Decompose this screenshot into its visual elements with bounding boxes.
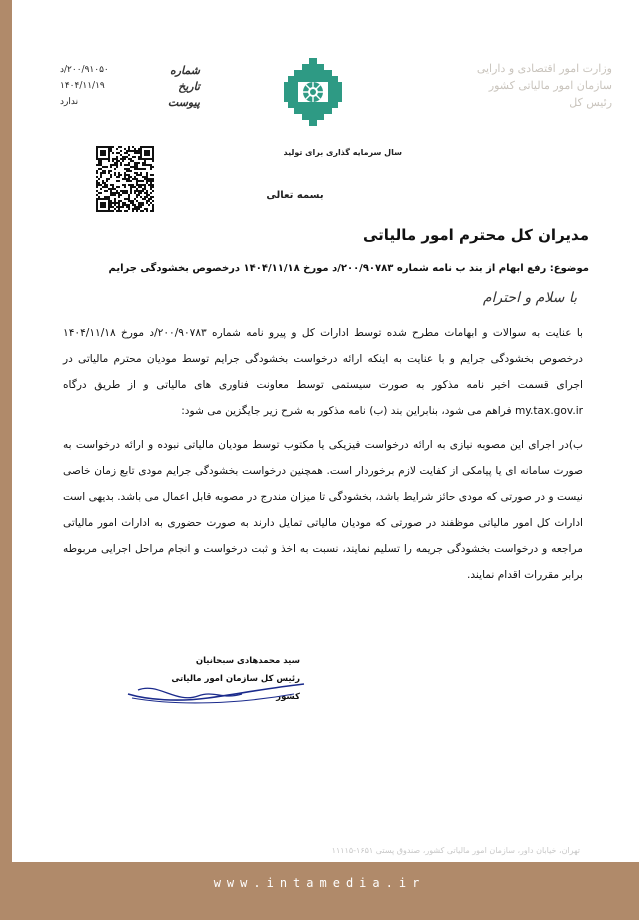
ministry-line-1: وزارت امور اقتصادی و دارایی xyxy=(476,62,612,75)
greeting: با سلام و احترام xyxy=(482,290,577,306)
footer-address: تهران، خیابان داور، سازمان امور مالیاتی کشور، صندوق پستی ۱۶۵۱-۱۱۱۱۵ xyxy=(331,846,580,855)
basmala: بسمه تعالی xyxy=(266,190,324,201)
signer-title: رئیس کل سازمان امور مالیاتی کشور xyxy=(171,674,300,702)
letter-date-label: تاریخ xyxy=(178,79,200,93)
year-slogan: سال سرمایه گذاری برای تولید xyxy=(283,148,402,157)
letter-attachment: ندارد xyxy=(60,97,79,107)
tax-organization-emblem-icon xyxy=(284,58,342,126)
letter-attachment-row xyxy=(60,94,200,110)
body-paragraph-1: با عنایت به سوالات و ابهامات مطرح شده توسط ادارات کل و پیرو نامه شماره ۲۰۰/۹۰۷۸۳/د مورخ ۱۴۰۴/۱۱/۱۸ درخصوص بخشودگی جرایم و با عنایت به اینکه ارائه درخواست بخشودگی جرایم توسط مودیان محترم مالیاتی در اجرای قسمت اخیر نامه مذکور به صورت سیستمی توسط معاونت فناوری های مالیاتی و از طریق درگاه my.tax.gov.ir فراهم می شود، بنابراین بند (ب) نامه مذکور به شرح زیر جایگزین می شود: xyxy=(63,327,584,417)
qr-code-icon xyxy=(96,146,154,212)
footer-website: www.intamedia.ir xyxy=(213,876,426,890)
ministry-line-2: سازمان امور مالیاتی کشور xyxy=(488,79,612,92)
handwritten-signature xyxy=(118,660,318,710)
letter-meta xyxy=(60,62,200,110)
letter-date-row xyxy=(60,78,200,94)
letter-date: ۱۴۰۴/۱۱/۱۹ xyxy=(60,81,105,91)
signer-name: سید محمدهادی سبحانیان xyxy=(195,656,300,666)
letter-number-label: شماره xyxy=(169,63,200,77)
addressee: مدیران کل محترم امور مالیاتی xyxy=(363,226,589,244)
footer-band xyxy=(0,862,639,920)
letter-body xyxy=(63,320,583,588)
letter-attachment-label: پیوست xyxy=(167,95,200,109)
ministry-header xyxy=(472,60,612,111)
ministry-line-3: رئیس کل xyxy=(569,96,612,109)
letter-number-row xyxy=(60,62,200,78)
body-paragraph-2: ب)در اجرای این مصوبه نیازی به ارائه درخواست فیزیکی یا مکتوب توسط مودیان مالیاتی نبوده و ارائه درخواست به صورت سامانه ای یا پیامکی از کفایت لازم برخوردار است. همچنین درخواست بخشودگی جرایم مودی تابع زمان خاصی نیست و در صورتی که مودی حائز شرایط باشد، بخشودگی تا میزان مندرج در مصوبه قابل اعمال می باشد. بدیهی است ادارات کل امور مالیاتی موظفند در صورتی که مودیان مالیاتی تمایل دارند به صورت حضوری به ادارات امور مالیاتی مراجعه و درخواست بخشودگی جریمه را تسلیم نمایند، نسبت به اخذ و ثبت درخواست و انجام مراحل اجرایی مربوطه برابر مقررات اقدام نمایند. xyxy=(63,439,583,581)
letter-subject: موضوع: رفع ابهام از بند ب نامه شماره ۲۰۰/۹۰۷۸۳/د مورخ ۱۴۰۴/۱۱/۱۸ درخصوص بخشودگی جرایم xyxy=(108,263,589,274)
letter-number: ۲۰۰/۹۱۰۵۰/د xyxy=(60,65,109,75)
